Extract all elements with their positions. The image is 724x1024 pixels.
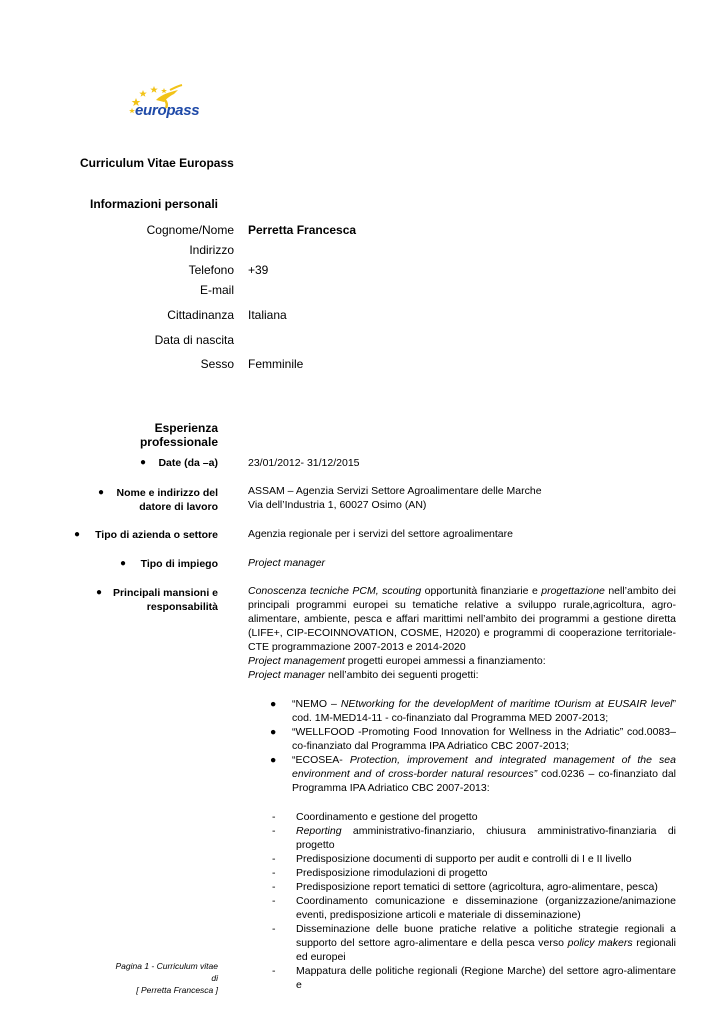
dash-icon: - — [272, 867, 276, 879]
label-email: E-mail — [199, 283, 234, 297]
job-type-label-row — [110, 558, 218, 570]
label-cittadinanza: Cittadinanza — [167, 308, 234, 322]
text-run: Coordinamento comunicazione e disseminazione (organizzazione/animazione eventi, predisposizione articoli e materiale di disseminazione) — [296, 895, 676, 921]
job-type-value: Project manager — [248, 557, 326, 569]
employer-address: Via dell’Industria 1, 60027 Osimo (AN) — [248, 499, 427, 511]
duties-label-row — [90, 586, 218, 614]
value-cognome-nome: Perretta Francesca — [248, 223, 357, 237]
bullet-icon: ● — [74, 529, 81, 540]
employer-name: ASSAM – Agenzia Servizi Settore Agroalimentare delle Marche — [248, 485, 542, 497]
list-item — [270, 824, 676, 852]
text-run: ” cod. 1M-MED14-11 - co-finanziato dal Programma MED 2007-2013; — [292, 698, 677, 724]
value-sesso: Femminile — [248, 357, 304, 371]
text-run: Predisposizione documenti di supporto per audit e controlli di I e II livello — [296, 853, 632, 865]
job-type-label: Tipo di impiego — [140, 558, 218, 570]
list-item — [266, 697, 676, 725]
projects-list — [266, 697, 676, 795]
text-run: regionali ed europei — [296, 937, 676, 963]
duties-paragraph-2 — [248, 654, 676, 668]
text-run: Disseminazione delle buone pratiche relative a politiche strategie regionali a supporto del settore agro-alimentare e della pesca verso — [296, 923, 676, 949]
label-sesso: Sesso — [200, 357, 234, 371]
dash-icon: - — [272, 881, 276, 893]
brand-prefix: euro — [135, 102, 167, 119]
value-cittadinanza: Italiana — [248, 308, 287, 322]
bullet-icon: ● — [140, 457, 147, 468]
list-item — [270, 964, 676, 992]
date-label-row — [130, 457, 218, 469]
duties-label-line1: Principali mansioni e — [112, 587, 218, 599]
brand-suffix: pass — [166, 102, 200, 119]
sector-label: Tipo di azienda o settore — [95, 529, 218, 541]
tasks-list — [270, 810, 676, 992]
bullet-icon: ● — [98, 487, 105, 498]
project-management-italic: Project management — [248, 655, 345, 667]
text-run: nell’ambito dei principali programmi europei su tematiche relative a sviluppo rurale,agricoltura, agro-alimentare, ambiente, pesca e affari marittimi nell’ambito dei programmi a gestione diretta (LIFE+, CIP-ECOINNOVATION, COSME, H2020) e programmi di cooperazione territoriale-CTE programmazione 2007-2013 e 2014-2020 — [248, 585, 676, 653]
text-run: Mappatura delle politiche regionali (Regione Marche) del settore agro-alimentare e — [296, 965, 676, 991]
list-item — [270, 894, 676, 922]
bullet-icon: ● — [270, 726, 277, 738]
text-run: “WELLFOOD -Promoting Food Innovation for Wellness in the Adriatic” cod.0083– co-finanziato dal Programma IPA Adriatico CBC 2007-2013; — [292, 726, 676, 752]
progettazione-italic: progettazione — [541, 585, 605, 597]
list-item — [266, 753, 676, 795]
bullet-icon: ● — [270, 698, 277, 710]
document-title: Curriculum Vitae Europass — [80, 156, 234, 170]
bullet-icon: ● — [96, 587, 103, 598]
text-run: NEtworking for the developMent of maritime tOurism at EUSAIR level — [340, 698, 673, 710]
footer-line1: Pagina 1 - Curriculum vitae di — [115, 961, 218, 983]
europass-wordmark — [135, 102, 199, 119]
bullet-icon: ● — [270, 754, 277, 766]
list-item — [270, 922, 676, 964]
text-run: Reporting — [296, 825, 342, 837]
duties-paragraph-1 — [248, 584, 676, 654]
employer-value — [248, 484, 676, 512]
text-run: “ECOSEA- — [292, 754, 350, 766]
label-indirizzo: Indirizzo — [189, 243, 234, 257]
text-run: “NEMO – — [292, 698, 341, 710]
list-item — [270, 866, 676, 880]
dash-icon: - — [272, 895, 276, 907]
dash-icon: - — [272, 811, 276, 823]
text-run: opportunità finanziarie e — [421, 585, 542, 597]
text-run: Predisposizione report tematici di settore (agricoltura, agro-alimentare, pesca) — [296, 881, 658, 893]
label-cognome-nome: Cognome/Nome — [146, 223, 234, 237]
list-item — [270, 852, 676, 866]
dash-icon: - — [272, 853, 276, 865]
experience-heading: Esperienza professionale — [139, 421, 218, 449]
duties-paragraph-3 — [248, 668, 676, 682]
value-telefono: +39 — [248, 263, 269, 277]
footer-line2: [ Perretta Francesca ] — [136, 985, 218, 995]
list-item — [270, 810, 676, 824]
employer-label-row — [90, 486, 218, 514]
text-run: Predisposizione rimodulazioni di progetto — [296, 867, 488, 879]
label-data-nascita: Data di nascita — [154, 333, 234, 347]
list-item — [270, 880, 676, 894]
text-run: nell’ambito dei seguenti progetti: — [325, 669, 479, 681]
dash-icon: - — [272, 825, 276, 837]
employer-label-line1: Nome e indirizzo del — [116, 487, 218, 499]
text-run: progetti europei ammessi a finanziamento: — [344, 655, 546, 667]
dash-icon: - — [272, 923, 276, 935]
text-run: policy makers — [567, 937, 633, 949]
sector-label-row — [72, 529, 218, 541]
list-item — [266, 725, 676, 753]
pcm-italic: Conoscenza tecniche PCM, scouting — [248, 585, 422, 597]
personal-info-heading: Informazioni personali — [89, 197, 218, 211]
dash-icon: - — [272, 965, 276, 977]
project-manager-italic: Project manager — [248, 669, 326, 681]
sector-value: Agenzia regionale per i servizi del settore agroalimentare — [248, 528, 513, 540]
text-run: Coordinamento e gestione del progetto — [296, 811, 478, 823]
bullet-icon: ● — [120, 558, 127, 569]
date-label: Date (da –a) — [158, 457, 218, 469]
europass-logo — [126, 84, 206, 130]
text-run: Protection, improvement and integrated management of the sea environment and of cross-border natural resources” — [292, 754, 676, 780]
page-footer — [110, 960, 218, 996]
text-run: amministrativo-finanziario, chiusura amministrativo-finanziaria di progetto — [296, 825, 676, 851]
text-run: cod.0236 – co-finanziato dal Programma IPA Adriatico CBC 2007-2013: — [292, 768, 676, 794]
label-telefono: Telefono — [188, 263, 234, 277]
employer-label-line2: datore di lavoro — [139, 501, 218, 513]
duties-label-line2: responsabilità — [146, 601, 218, 613]
date-value: 23/01/2012- 31/12/2015 — [248, 457, 360, 469]
